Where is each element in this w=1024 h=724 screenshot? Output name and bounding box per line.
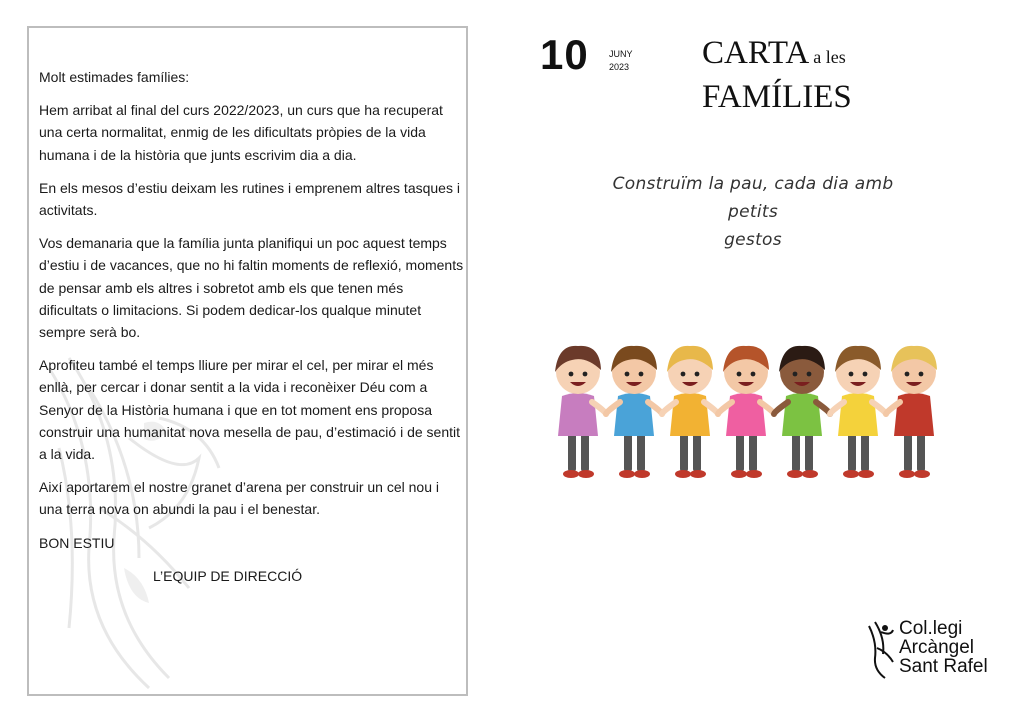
school-name-line-2: Arcàngel — [899, 637, 974, 658]
child-figure — [830, 346, 886, 478]
letter-closing: BON ESTIU — [39, 534, 115, 551]
motto-line-1: Construïm la pau, cada dia amb petits — [612, 174, 894, 222]
child-figure — [606, 346, 662, 478]
issue-month: JUNY — [609, 49, 633, 59]
issue-date — [609, 48, 633, 74]
letter-paragraph: Així aportarem el nostre granet d’arena per construir un cel nou i una terra nova on abundi la pau i el benestar. — [39, 479, 439, 518]
letter-panel — [27, 26, 468, 696]
school-name-line-1: Col.legi — [899, 618, 963, 639]
child-figure — [662, 346, 718, 478]
title-connector: a les — [813, 47, 846, 67]
letter-signature: L’EQUIP DE DIRECCIÓ — [153, 567, 303, 584]
issue-year: 2023 — [609, 62, 630, 72]
letter-greeting: Molt estimades famílies: — [39, 69, 190, 85]
letter-paragraph: Aprofiteu també el temps lliure per mirar el cel, per mirar el més enllà, per cercar i donar sentit a la vida i reconèixer Déu com a Senyor de la Història humana i que en tot moment ens proposa construir una humanitat nova mesella de pau, d’estimació i de sentit a la vida. — [39, 357, 461, 463]
title-word-families: FAMÍLIES — [702, 79, 852, 115]
letter-paragraph: En els mesos d’estiu deixam les rutines i emprenem altres tasques i activitats. — [39, 179, 460, 219]
motto — [588, 170, 918, 254]
newsletter-title — [702, 34, 852, 116]
school-name — [899, 619, 988, 676]
children-holding-hands-icon — [550, 336, 954, 486]
letter-paragraph: Vos demanaria que la família junta planifiqui un poc aquest temps d’estiu i de vacances, que no hi faltin moments de reflexió, moments de pensar amb els altres i sobretot amb els que tenen més dificultats o limitacions. Si podem dedicar-los qualque minutet sempre serà bo. — [39, 235, 464, 341]
school-name-line-3: Sant Rafel — [899, 656, 988, 677]
issue-number: 10 — [540, 31, 589, 78]
child-figure — [555, 346, 606, 478]
motto-line-2: gestos — [724, 230, 782, 250]
title-word-carta: CARTA — [702, 35, 810, 71]
child-figure — [774, 346, 830, 478]
letter-paragraph: Hem arribat al final del curs 2022/2023, un curs que ha recuperat una certa normalitat, enmig de les dificultats pròpies de la vida humana i de la història que junts escrivim dia a dia. — [39, 102, 443, 163]
child-figure — [718, 346, 774, 478]
letter-body — [39, 66, 464, 598]
child-figure — [886, 346, 937, 478]
